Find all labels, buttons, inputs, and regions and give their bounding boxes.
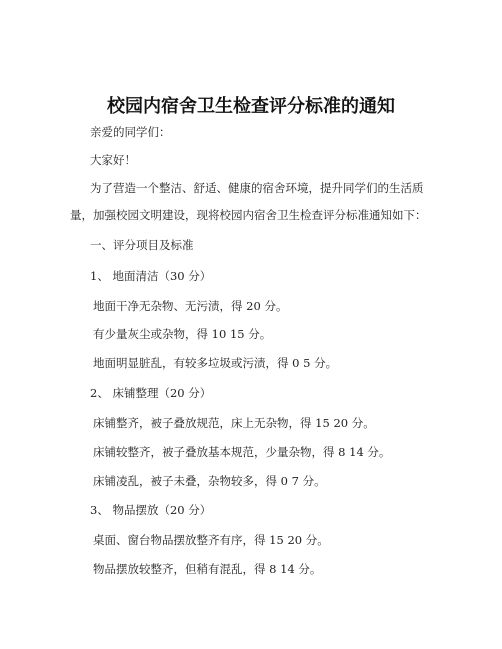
intro-line-1: 为了营造一个整洁、舒适、健康的宿舍环境，提升同学们的生活质 (90, 181, 424, 195)
criterion: 床铺凌乱，被子未叠，杂物较多，得 0 7 分。 (93, 474, 326, 488)
section-heading: 一、评分项目及标准 (90, 238, 194, 252)
criterion: 地面干净无杂物、无污渍，得 20 分。 (93, 299, 288, 313)
intro-line-2: 量，加强校园文明建设，现将校园内宿舍卫生检查评分标准通知如下： (70, 208, 427, 222)
criterion: 床铺较整齐，被子叠放基本规范，少量杂物，得 8 14 分。 (93, 445, 391, 459)
criterion: 有少量灰尘或杂物，得 10 15 分。 (93, 327, 272, 341)
hello: 大家好！ (90, 153, 136, 167)
item-heading: 1、 地面清洁（30 分） (90, 269, 212, 283)
greeting: 亲爱的同学们： (90, 125, 171, 139)
criterion: 物品摆放较整齐，但稍有混乱，得 8 14 分。 (93, 562, 322, 576)
criterion: 桌面、窗台物品摆放整齐有序，得 15 20 分。 (93, 533, 329, 547)
item-heading: 3、 物品摆放（20 分） (90, 503, 212, 517)
criterion: 地面明显脏乱，有较多垃圾或污渍，得 0 5 分。 (93, 356, 338, 370)
item-heading: 2、 床铺整理（20 分） (90, 386, 212, 400)
criterion: 床铺整齐，被子叠放规范，床上无杂物，得 15 20 分。 (93, 416, 375, 430)
document-title: 校园内宿舍卫生检查评分标准的通知 (107, 96, 395, 117)
